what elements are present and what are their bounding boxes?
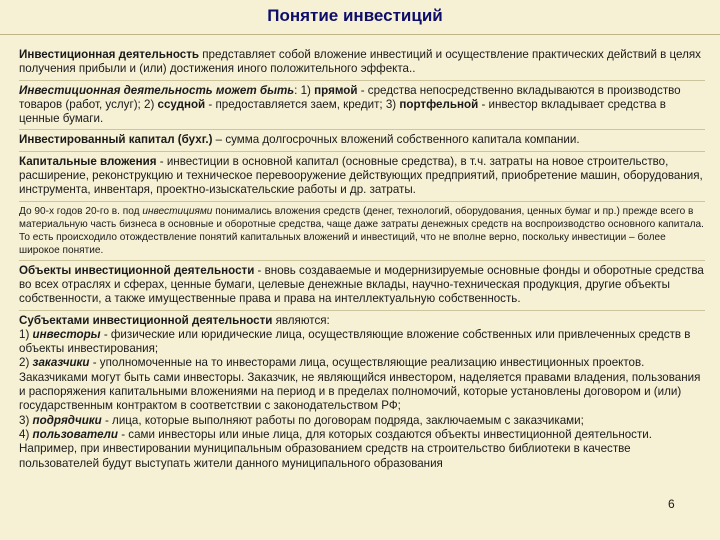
list-number: 3): [19, 413, 33, 427]
text-fragment: До 90-х годов 20-го в. под: [19, 205, 143, 217]
term-objects: Объекты инвестиционной деятельности: [19, 263, 255, 277]
term-portfolio: портфельной: [399, 97, 479, 111]
list-number: 2): [19, 356, 33, 370]
list-item-text: - сами инвесторы или иные лица, для которых создаются объекты инвестиционной деятельности. Например, при инвестировании муниципальным образованием средств на строительство библиотеки в качестве пользователей будут выступать жители данного муниципального образования: [19, 427, 652, 470]
text-fragment: - предоставляется заем, кредит; 3): [205, 97, 400, 111]
text-fragment: : 1): [294, 83, 315, 97]
list-item-contractors: [19, 414, 705, 428]
term-users: пользователи: [32, 427, 118, 441]
term-customers: заказчики: [32, 356, 90, 370]
list-item-investors: [19, 328, 705, 357]
text-fragment: - средства непосредственно вкладываются в производство товаров (работ, услуг); 2): [19, 83, 681, 111]
list-item-users: [19, 428, 705, 471]
paragraph-investment-activity: [19, 48, 705, 81]
definition-text: - вновь создаваемые и модернизируемые основные фонды и оборотные средства во всех отраслях и сферах, ценные бумаги, целевые денежные вклады, научно-техническая продукция, другие объекты собственности, а также имущественные права и права на интеллектуальную собственность.: [19, 263, 704, 306]
term-subjects: Субъектами инвестиционной деятельности: [19, 313, 273, 327]
page-number: 6: [668, 497, 675, 511]
slide-content: [19, 48, 705, 477]
list-number: 1): [19, 327, 33, 341]
text-fragment: - инвестор вкладывает средства в ценные бумаги.: [19, 97, 666, 126]
term-investment-activity: Инвестиционная деятельность: [19, 48, 200, 61]
term-investments-italic: инвестициями: [142, 205, 213, 217]
list-number: 4): [19, 427, 33, 441]
definition-text: - инвестиции в основной капитал (основные средства), в т.ч. затраты на новое строительство, расширение, реконструкцию и техническое перевооружение действующих предприятий, приобретение машин, оборудования, инструмента, инвентаря, проектно-изыскательские работы и др. затраты.: [19, 154, 703, 197]
text-fragment: понимались вложения средств (денег, технологий, оборудования, ценных бумаг и пр.) прежде всего в материальную часть бизнеса в основные и оборотные средства, чаще даже затраты денежных средств на воспроизводство основного капитала. То есть происходило отождествление понятий капитальных вложений и инвестиций, что не вполне верно, поскольку инвестиции – более широкое понятие.: [19, 205, 704, 256]
definition-text: представляет собой вложение инвестиций и осуществление практических действий в целях получения прибыли и (или) достижения иного положительного эффекта..: [19, 48, 701, 76]
list-item-text: - лица, которые выполняют работы по договорам подряда, заключаемым с заказчиками;: [101, 413, 584, 427]
subjects-intro-line: [19, 314, 705, 328]
definition-text: – сумма долгосрочных вложений собственного капитала компании.: [212, 133, 580, 147]
term-contractors: подрядчики: [32, 413, 102, 427]
paragraph-objects: [19, 264, 705, 311]
text-fragment: являются:: [272, 313, 330, 327]
term-direct: прямой: [314, 83, 358, 97]
paragraph-activity-types: [19, 84, 705, 131]
paragraph-capital-investments: [19, 155, 705, 202]
paragraph-subjects: [19, 314, 705, 474]
paragraph-invested-capital: [19, 133, 705, 151]
title-divider: [0, 34, 720, 35]
list-item-text: - физические или юридические лица, осуществляющие вложение собственных или привлеченных средств в объекты инвестирования;: [19, 327, 691, 356]
list-item-text: - уполномоченные на то инвесторами лица, осуществляющие реализацию инвестиционных проектов. Заказчиками могут быть сами инвесторы. Заказчик, не являющийся инвестором, наделяется правами владения, пользования и распоряжения капитальными вложениями на период и в пределах полномочий, которые установлены договором и (или) государственным контрактом в соответствии с законодательством РФ;: [19, 356, 701, 413]
list-item-customers: [19, 356, 705, 413]
term-investors: инвесторы: [32, 327, 101, 341]
term-loan: ссудной: [157, 97, 206, 111]
term-invested-capital: Инвестированный капитал (бухг.): [19, 133, 213, 147]
paragraph-history: [19, 205, 705, 261]
term-activity-types: Инвестиционная деятельность может быть: [19, 83, 295, 97]
term-capital-investments: Капитальные вложения: [19, 154, 157, 168]
page-title: Понятие инвестиций: [267, 6, 443, 25]
